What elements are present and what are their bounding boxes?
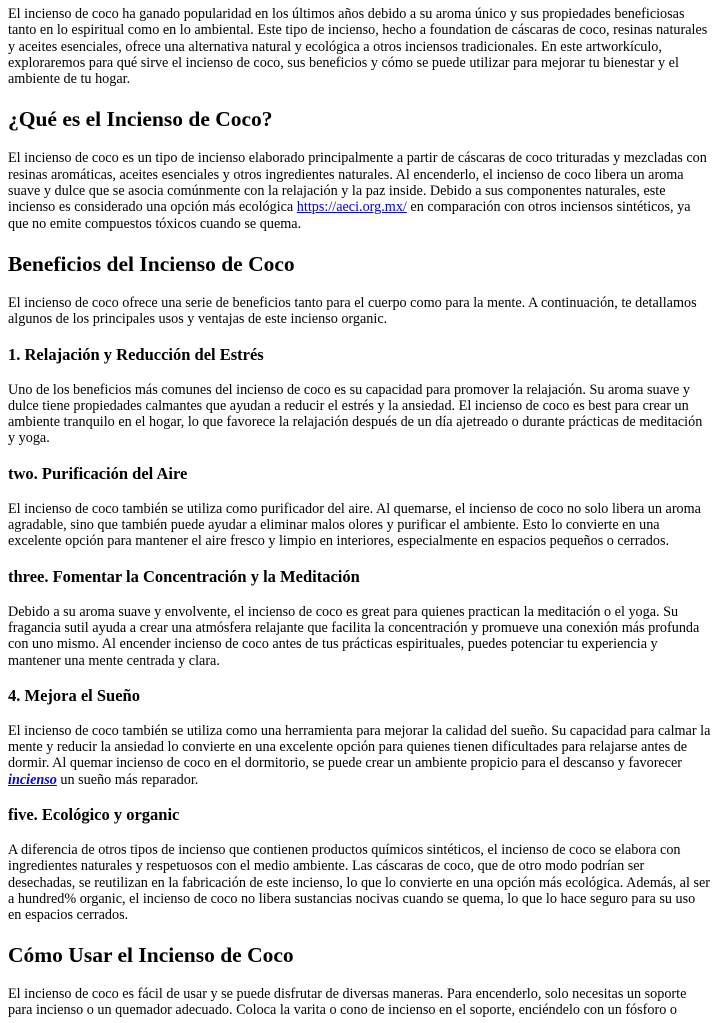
que-es-text-after: en comparación con otros inciensos sintéticos, ya que no emite compuestos tóxicos cuando se quema.: [8, 199, 691, 232]
intro-paragraph: El incienso de coco ha ganado popularidad en los últimos años debido a su aroma único y sus propiedades beneficiosas tanto en lo espiritual como en lo ambiental. Este tipo de incienso, hecho a foundation de cáscaras de coco, resinas naturales y aceites esenciales, ofrece una alternativa natural y ecológica a otros inciensos tradicionales. En este artworkículo, exploraremos para qué sirve el incienso de coco, sus beneficios y cómo se puede utilizar para mejorar tu bienestar y el ambiente de tu hogar.: [8, 6, 708, 88]
que-es-paragraph: [8, 150, 712, 231]
benefit-1-paragraph: Uno de los beneficios más comunes del incienso de coco es su capacidad para promover la relajación. Su aroma suave y dulce tiene propiedades calmantes que ayudan a reducir el estrés y la ansiedad. El incienso de coco es best para crear un ambiente tranquilo en el hogar, lo que favorece la relajación después de un día ajetreado o durante prácticas de meditación y yoga.: [8, 381, 703, 447]
beneficios-paragraph: El incienso de coco ofrece una serie de beneficios tanto para el cuerpo como para la mente. A continuación, te detallamos algunos de los principales usos y ventajas de este incienso organic.: [8, 294, 697, 328]
benefit-5-paragraph: A diferencia de otros tipos de incienso que contienen productos químicos sintéticos, el incienso de coco se elabora con ingredientes naturales y respetuosos con el medio ambiente. Las cáscaras de coco, que de otro modo podrían ser desechadas, se reutilizan en la fabricación de este incienso, lo que lo convierte en una opción más ecológica. Además, al ser a hundred% organic, el incienso de coco no libera sustancias nocivas cuando se quema, lo que lo hace seguro para su uso en espacios cerrados.: [8, 842, 711, 924]
como-usar-paragraph: El incienso de coco es fácil de usar y se puede disfrutar de diversas maneras. Para encenderlo, solo necesitas un soporte para incienso o un quemador adecuado. Coloca la varita o cono de incienso en el soporte, enciéndelo con un fósforo o: [8, 985, 687, 1018]
que-es-text-before: El incienso de coco es un tipo de incienso elaborado principalmente a partir de cáscaras de coco trituradas y mezcladas con resinas aromáticas, aceites esenciales y otros ingredientes naturales. Al encenderlo, el incienso de coco libera un aroma suave y dulce que se asocia comúnmente con la relajación y la paz inside. Debido a sus componentes naturales, este incienso es considerado una opción más ecológica: [8, 150, 707, 216]
benefit-3-paragraph: Debido a su aroma suave y envolvente, el incienso de coco es great para quienes practican la meditación o el yoga. Su fragancia sutil ayuda a crear una atmósfera relajante que facilita la concentración y promueve una conexión más profunda con uno mismo. Al encender incienso de coco antes de tus prácticas espirituales, puedes potenciar tu experiencia y mantener una mente centrada y clara.: [8, 603, 700, 669]
benefit-4-text-after: un sueño más reparador.: [56, 771, 199, 788]
heading-benefit-5: five. Ecológico y organic: [8, 805, 180, 825]
heading-benefit-2: two. Purificación del Aire: [8, 463, 188, 483]
benefit-2-paragraph: El incienso de coco también se utiliza como purificador del aire. Al quemarse, el incienso de coco no solo libera un aroma agradable, sino que también puede ayudar a eliminar malos olores y purificar el ambiente. Esto lo convierte en una excelente opción para mantener el aire fresco y limpio en interiores, especialmente en espacios pequeños o cerrados.: [8, 500, 701, 550]
heading-benefit-4: 4. Mejora el Sueño: [8, 685, 140, 705]
heading-como-usar: Cómo Usar el Incienso de Coco: [8, 942, 294, 967]
heading-que-es: ¿Qué es el Incienso de Coco?: [8, 107, 273, 132]
aeci-link[interactable]: https://aeci.org.mx/: [296, 199, 407, 216]
incienso-link[interactable]: incienso: [8, 771, 57, 788]
article: [0, 6, 720, 1018]
benefit-4-paragraph: [8, 723, 712, 788]
benefit-4-text-before: El incienso de coco también se utiliza como una herramienta para mejorar la calidad del sueño. Su capacidad para calmar la mente y reducir la ansiedad lo convierte en una excelente opción para quienes tienen dificultades para relajarse antes de dormir. Al quemar incienso de coco en el dormitorio, se puede crear un ambiente propicio para el descanso y favorecer: [8, 722, 711, 772]
heading-beneficios: Beneficios del Incienso de Coco: [8, 251, 295, 276]
heading-benefit-3: three. Fomentar la Concentración y la Meditación: [8, 566, 360, 586]
heading-benefit-1: 1. Relajación y Reducción del Estrés: [8, 344, 264, 364]
